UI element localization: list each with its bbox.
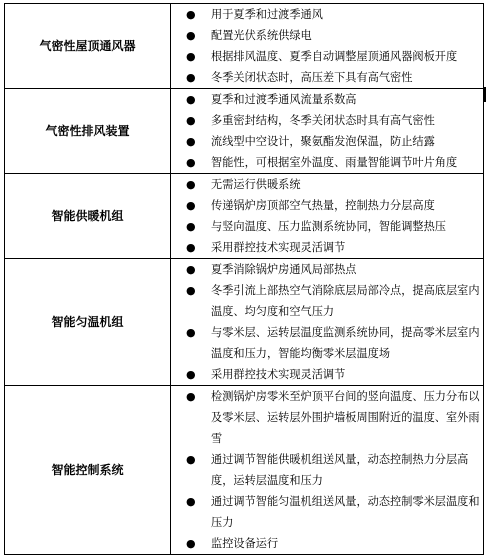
feature-text: 流线型中空设计，聚氨酯发泡保温，防止结露 <box>211 135 435 148</box>
feature-cell <box>171 4 484 89</box>
feature-item <box>171 195 483 216</box>
feature-item <box>171 280 483 322</box>
feature-text: 冬季关闭状态时，高压差下具有高气密性 <box>211 71 413 84</box>
bullet-icon: ● <box>186 220 196 233</box>
bullet-icon: ● <box>186 50 196 63</box>
table-row <box>5 89 484 174</box>
feature-text: 用于夏季和过渡季通风 <box>211 8 323 21</box>
feature-item <box>171 46 483 67</box>
feature-list <box>171 89 483 173</box>
bullet-icon: ● <box>186 241 196 254</box>
equipment-name-cell <box>5 89 171 174</box>
table-row <box>5 386 484 555</box>
feature-item <box>171 237 483 258</box>
bullet-icon: ● <box>186 178 196 191</box>
equipment-name: 智能供暖机组 <box>51 209 124 223</box>
feature-list <box>171 386 483 554</box>
feature-item <box>171 67 483 88</box>
feature-text: 通过调节智能匀温机组送风量，动态控制零米层温度和压力 <box>211 495 480 529</box>
feature-cell <box>171 89 484 174</box>
bullet-icon: ● <box>186 537 196 550</box>
feature-text: 根据排风温度、夏季自动调整屋顶通风器阀板开度 <box>211 50 458 63</box>
feature-item <box>171 89 483 110</box>
feature-item <box>171 386 483 449</box>
bullet-icon: ● <box>186 495 196 508</box>
equipment-name-cell <box>5 174 171 259</box>
bullet-icon: ● <box>186 93 196 106</box>
bullet-icon: ● <box>186 8 196 21</box>
feature-item <box>171 152 483 173</box>
feature-text: 夏季消除锅炉房通风局部热点 <box>211 263 357 276</box>
equipment-name: 气密性排风装置 <box>45 124 130 138</box>
feature-text: 多重密封结构，冬季关闭状态时具有高气密性 <box>211 114 435 127</box>
feature-item <box>171 449 483 491</box>
feature-item <box>171 174 483 195</box>
feature-item <box>171 216 483 237</box>
feature-text: 无需运行供暖系统 <box>211 178 301 191</box>
feature-text: 通过调节智能供暖机组送风量，动态控制热力分层高度，运转层温度和压力 <box>211 453 469 487</box>
table-body <box>5 4 484 555</box>
bullet-icon: ● <box>186 368 196 381</box>
equipment-name: 智能控制系统 <box>51 463 124 477</box>
bullet-icon: ● <box>186 453 196 466</box>
feature-text: 与零米层、运转层温度监测系统协同，提高零米层室内温度和压力，智能均衡零米层温度场 <box>211 326 480 360</box>
feature-list <box>171 4 483 88</box>
feature-text: 配置光伏系统供绿电 <box>211 29 312 42</box>
feature-item <box>171 364 483 385</box>
bullet-icon: ● <box>186 114 196 127</box>
feature-text: 夏季和过渡季通风流量系数高 <box>211 93 357 106</box>
equipment-name-cell <box>5 259 171 386</box>
feature-cell <box>171 259 484 386</box>
table-row <box>5 4 484 89</box>
feature-list <box>171 174 483 258</box>
equipment-name: 智能匀温机组 <box>51 315 124 329</box>
equipment-name: 气密性屋顶通风器 <box>39 39 136 53</box>
table-row <box>5 174 484 259</box>
bullet-icon: ● <box>186 71 196 84</box>
feature-item <box>171 259 483 280</box>
feature-cell <box>171 386 484 555</box>
bullet-icon: ● <box>186 135 196 148</box>
bullet-icon: ● <box>186 326 196 339</box>
bullet-icon: ● <box>186 263 196 276</box>
edge-mark <box>484 87 486 102</box>
bullet-icon: ● <box>186 156 196 169</box>
feature-text: 冬季引流上部热空气消除底层局部冷点，提高底层室内温度、均匀度和空气压力 <box>211 284 480 318</box>
feature-text: 智能性，可根据室外温度、雨量智能调节叶片角度 <box>211 156 458 169</box>
feature-item <box>171 110 483 131</box>
feature-text: 采用群控技术实现灵活调节 <box>211 368 346 381</box>
table-row <box>5 259 484 386</box>
feature-text: 监控设备运行 <box>211 537 279 550</box>
feature-cell <box>171 174 484 259</box>
feature-text: 传递锅炉房顶部空气热量，控制热力分层高度 <box>211 199 435 212</box>
equipment-name-cell <box>5 4 171 89</box>
feature-text: 与竖向温度、压力监测系统协同，智能调整热压 <box>211 220 446 233</box>
equipment-feature-table <box>4 3 484 555</box>
bullet-icon: ● <box>186 390 196 403</box>
feature-item <box>171 491 483 533</box>
bullet-icon: ● <box>186 284 196 297</box>
bullet-icon: ● <box>186 29 196 42</box>
bullet-icon: ● <box>186 199 196 212</box>
equipment-name-cell <box>5 386 171 555</box>
feature-item <box>171 25 483 46</box>
feature-item <box>171 131 483 152</box>
feature-item <box>171 322 483 364</box>
feature-text: 采用群控技术实现灵活调节 <box>211 241 346 254</box>
feature-item <box>171 4 483 25</box>
feature-list <box>171 259 483 385</box>
feature-item <box>171 533 483 554</box>
feature-text: 检测锅炉房零米至炉顶平台间的竖向温度、压力分布以及零米层、运转层外围护墙板周围附近的温度、室外雨雪 <box>211 390 480 445</box>
